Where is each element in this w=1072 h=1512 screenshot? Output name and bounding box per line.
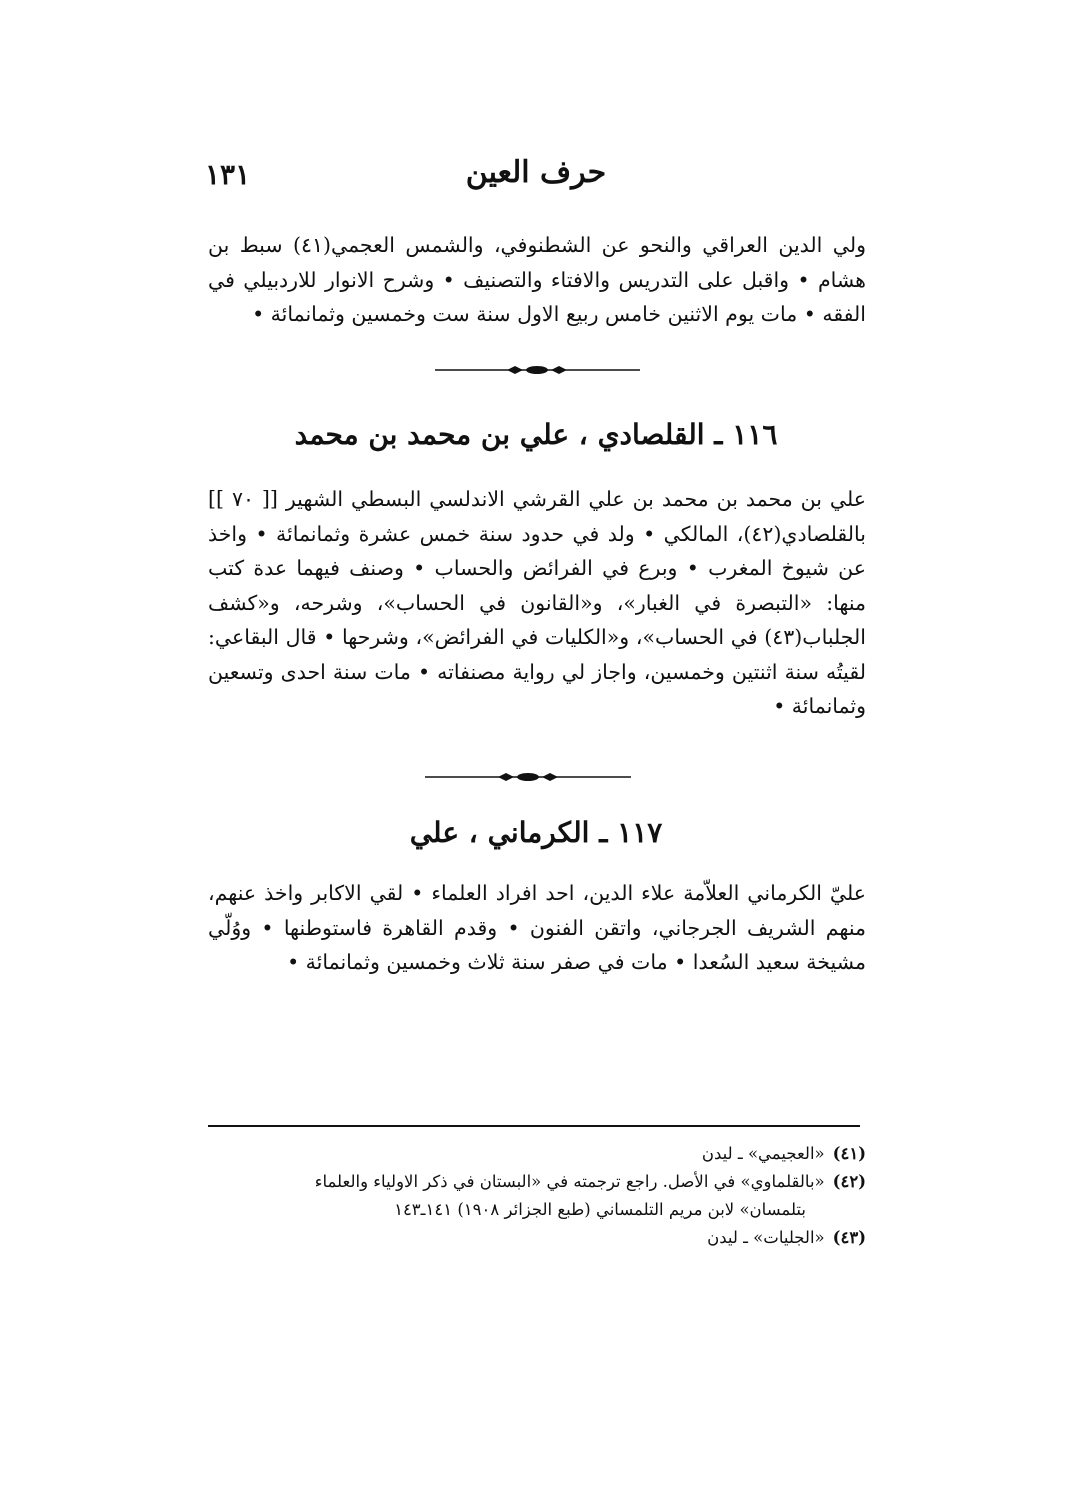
- running-header-title: حرف العين: [465, 155, 607, 190]
- footnote-text: «العجيمي» ـ ليدن: [701, 1144, 825, 1163]
- footnote-42: [208, 1168, 866, 1196]
- footnote-separator: [208, 1125, 860, 1127]
- section-divider-ornament: [435, 362, 640, 378]
- footnote-number: (٤٢): [832, 1172, 866, 1191]
- footnote-text: «الجليات» ـ ليدن: [707, 1228, 825, 1247]
- footnotes: [208, 1140, 866, 1252]
- section-divider-ornament: [425, 769, 631, 785]
- entry-body-116: [208, 482, 866, 724]
- footnote-text: «بالقلماوي» في الأصل. راجع ترجمته في «البستان في ذكر الاولياء والعلماء: [314, 1172, 825, 1191]
- page-number: ١٣١: [205, 158, 251, 191]
- footnote-41: [208, 1140, 866, 1168]
- footnote-number: (٤١): [832, 1144, 866, 1163]
- footnote-number: (٤٣): [832, 1228, 866, 1247]
- paragraph-text: علي بن محمد بن محمد بن علي القرشي الاندلسي البسطي الشهير [[ ٧٠ ]] بالقلصادي(٤٢)، المالكي • ولد في حدود سنة خمس عشرة وثمانمائة • واخذ عن شيوخ المغرب • وبرع في الفرائض والحساب • وصنف فيهما عدة كتب منها: «التبصرة في الغبار»، و«القانون في الحساب»، وشرحه، و«كشف الجلباب(٤٣) في الحساب»، و«الكليات في الفرائض»، وشرحها • قال البقاعي: لقيتُه سنة اثنتين وخمسين، واجاز لي رواية مصنفاته • مات سنة احدى وتسعين وثمانمائة •: [208, 487, 867, 718]
- entry-body-117: [208, 876, 866, 980]
- paragraph-text: ولي الدين العراقي والنحو عن الشطنوفي، والشمس العجمي(٤١) سبط بن هشام • واقبل على التدريس والافتاء والتصنيف • وشرح الانوار للاردبيلي في الفقه • مات يوم الاثنين خامس ربيع الاول سنة ست وخمسين وثمانمائة •: [208, 233, 866, 326]
- continuation-paragraph: [208, 228, 866, 332]
- footnote-43: [208, 1224, 866, 1252]
- entry-heading-117: ١١٧ ـ الكرماني ، علي: [409, 816, 663, 849]
- entry-heading-116: ١١٦ ـ القلصادي ، علي بن محمد بن محمد: [294, 418, 778, 451]
- footnote-42-continuation: بتلمسان» لابن مريم التلمساني (طبع الجزائر ١٩٠٨) ١٤١ـ١٤٣: [394, 1200, 806, 1219]
- paragraph-text: عليّ الكرماني العلاّمة علاء الدين، احد افراد العلماء • لقي الاكابر واخذ عنهم، منهم الشريف الجرجاني، واتقن الفنون • وقدم القاهرة فاستوطنها • ووُلّي مشيخة سعيد السُعدا • مات في صفر سنة ثلاث وخمسين وثمانمائة •: [208, 881, 866, 974]
